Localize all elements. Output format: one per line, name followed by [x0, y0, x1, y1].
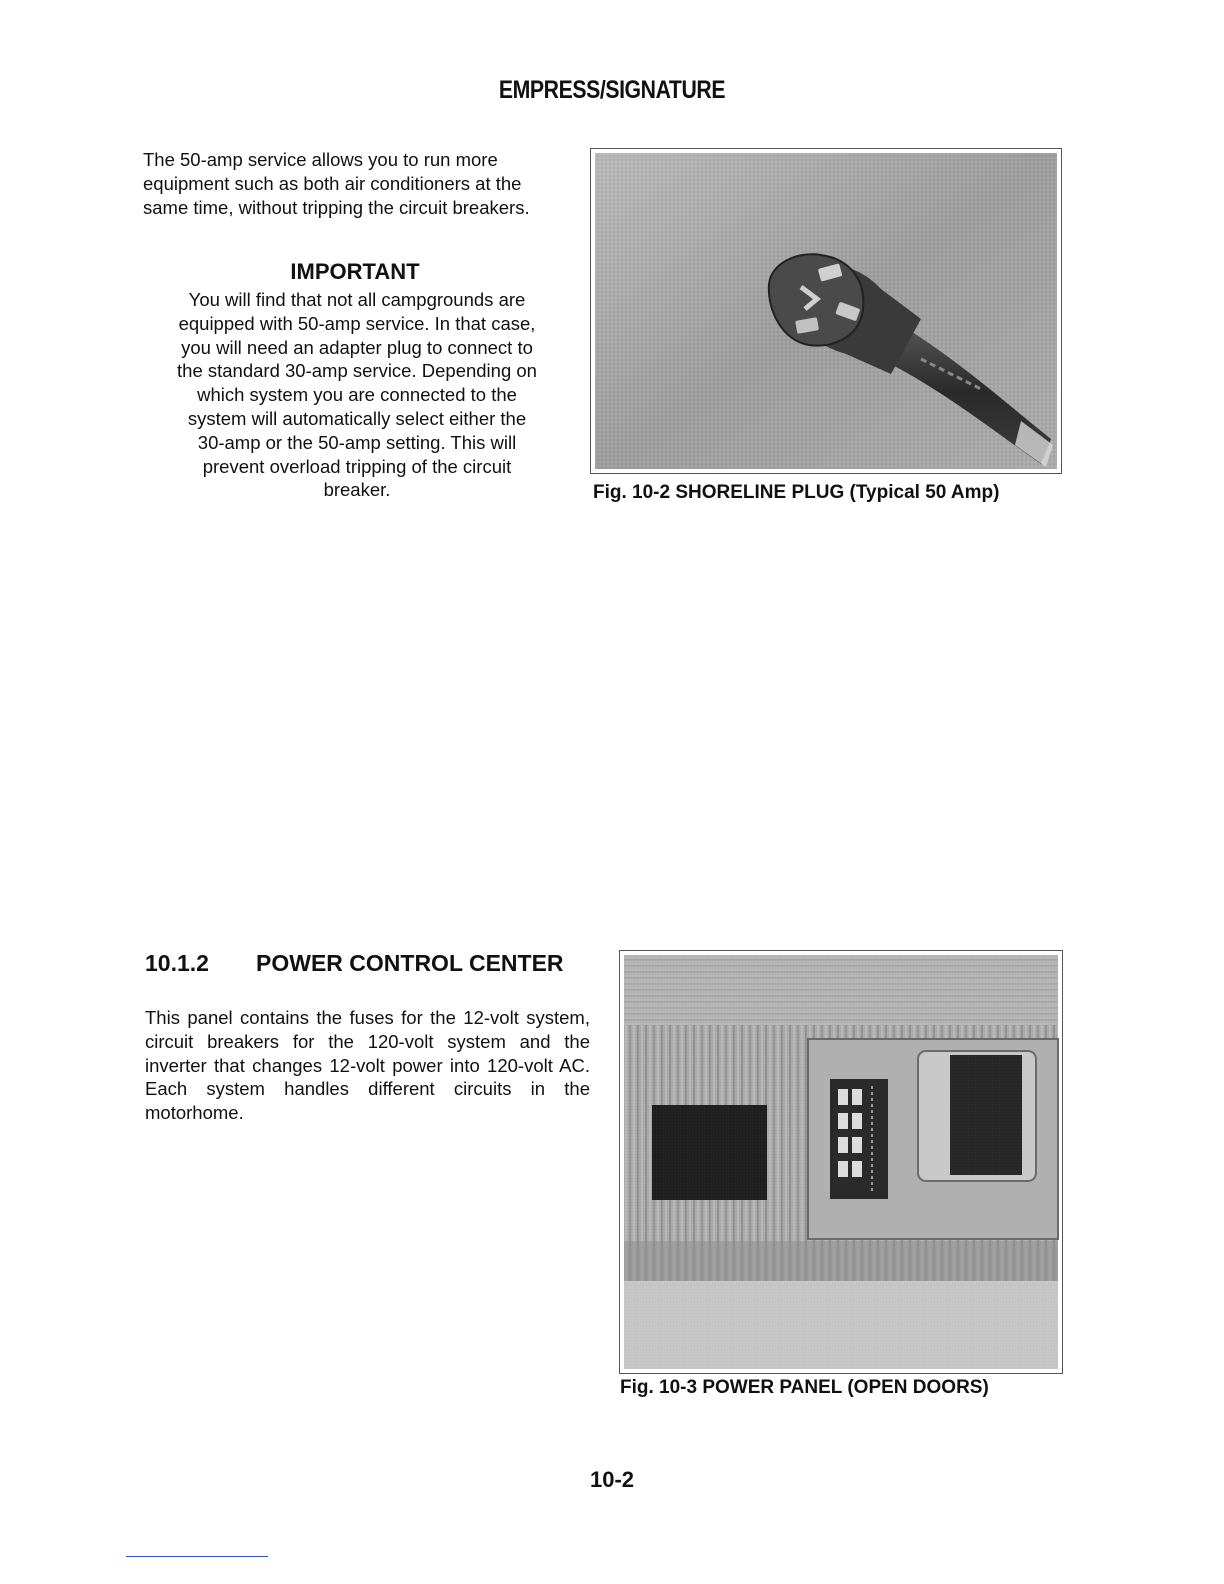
- important-note: You will find that not all campgrounds are equipped with 50-amp service. In that case, you will need an adapter plug to connect to the standard 30-amp service. Depending on which system you are connected to the system will automatically select either the 30-amp or the 50-amp setting. This will prevent overload tripping of the circuit breaker.: [177, 289, 537, 501]
- shoreline-plug-photo: [590, 148, 1062, 474]
- power-panel-photo: [619, 950, 1063, 1374]
- section-heading: [145, 950, 585, 977]
- important-heading: IMPORTANT: [290, 259, 420, 284]
- figure-caption-shoreline-plug: Fig. 10-2 SHORELINE PLUG (Typical 50 Amp): [593, 482, 1000, 503]
- figure-caption-power-panel: Fig. 10-3 POWER PANEL (OPEN DOORS): [620, 1377, 989, 1398]
- section-number: 10.1.2: [145, 950, 209, 976]
- intro-paragraph: The 50-amp service allows you to run more equipment such as both air conditioners at the same time, without tripping the circuit breakers.: [143, 149, 530, 218]
- page-header: EMPRESS/SIGNATURE: [498, 76, 726, 104]
- page-number: 10-2: [589, 1467, 635, 1492]
- section-paragraph: This panel contains the fuses for the 12-volt system, circuit breakers for the 120-volt system and the inverter that changes 12-volt power into 120-volt AC. Each system handles different circuits in the motorhome.: [145, 1007, 590, 1124]
- footer-rule: [126, 1556, 268, 1557]
- section-title: POWER CONTROL CENTER: [256, 950, 564, 976]
